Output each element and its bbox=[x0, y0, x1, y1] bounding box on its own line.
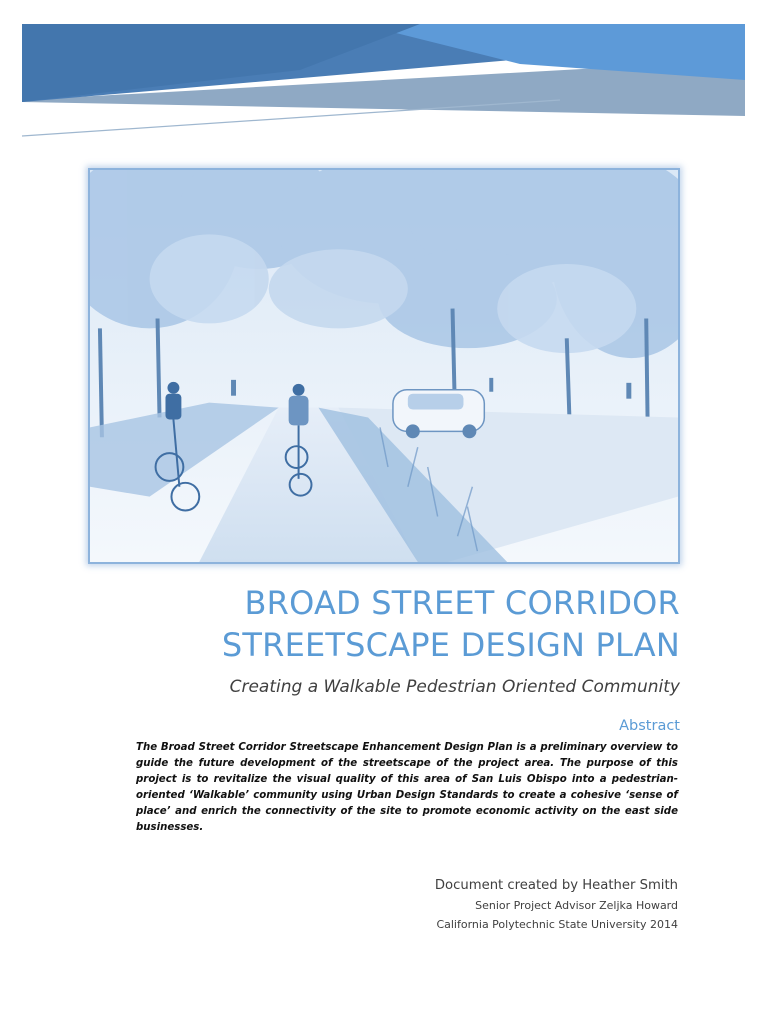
document-subtitle: Creating a Walkable Pedestrian Oriented Community bbox=[229, 677, 680, 697]
document-title bbox=[222, 582, 680, 666]
header-banner bbox=[0, 0, 768, 150]
author-line: Document created by Heather Smith bbox=[434, 878, 678, 893]
advisor-line: Senior Project Advisor Zeljka Howard bbox=[475, 899, 678, 912]
title-line-2: STREETSCAPE DESIGN PLAN bbox=[221, 626, 680, 664]
institution-line: California Polytechnic State University 2014 bbox=[436, 918, 678, 931]
title-line-1: BROAD STREET CORRIDOR bbox=[244, 584, 680, 622]
credits-block bbox=[435, 876, 678, 934]
abstract-heading: Abstract bbox=[619, 718, 680, 734]
cover-streetscape-image bbox=[88, 168, 680, 564]
abstract-text: The Broad Street Corridor Streetscape Enhancement Design Plan is a preliminary overview to guide the future development of the streetscape of the project area. The purpose of this project is to revitalize the visual quality of this area of San Luis Obispo into a pedestrian-oriented ‘Walkable’ community using Urban Design Standards to create a cohesive ‘sense of place’ and enrich the connectivity of the site to promote economic activity on the east side businesses. bbox=[136, 742, 678, 833]
